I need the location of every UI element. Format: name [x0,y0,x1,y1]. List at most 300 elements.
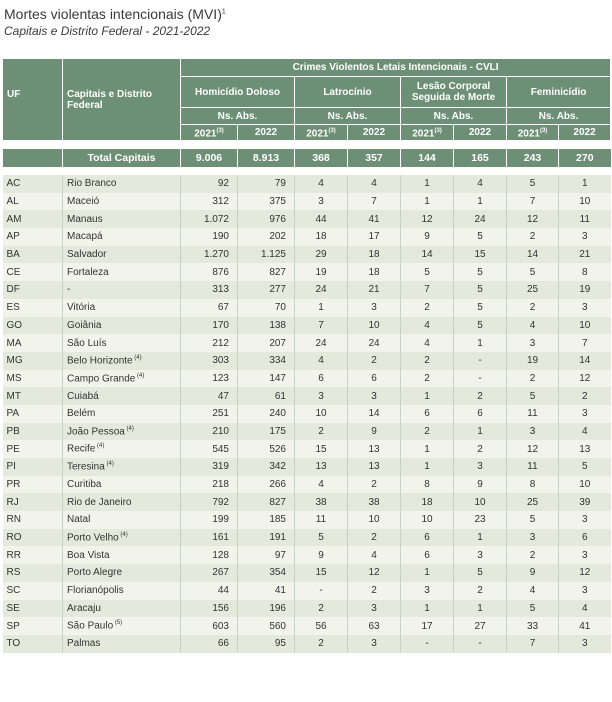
value-cell: 3 [559,546,611,564]
capital-footnote: (4) [118,531,128,538]
value-cell: 240 [238,405,295,423]
value-cell: 19 [507,352,559,370]
value-cell: 18 [295,228,348,246]
value-cell: 3 [507,334,559,352]
capital-cell: Aracaju [63,600,181,618]
value-cell: 6 [559,529,611,547]
value-cell: 2 [559,387,611,405]
value-cell: 4 [295,175,348,193]
capital-cell: Rio Branco [63,175,181,193]
header-year-2022: 2022 [559,125,611,141]
value-cell: 15 [295,440,348,458]
header-unit: Ns. Abs. [295,108,401,125]
capital-cell: Cuiabá [63,387,181,405]
value-cell: 2 [401,299,454,317]
value-cell: 196 [238,600,295,618]
value-cell: 4 [348,175,401,193]
value-cell: 3 [401,582,454,600]
total-label: Total Capitais [63,149,181,167]
value-cell: 6 [348,370,401,388]
capital-cell: Palmas [63,635,181,653]
value-cell: 10 [559,193,611,211]
value-cell: 10 [348,511,401,529]
table-row [3,458,611,476]
table-row [3,617,611,635]
uf-cell: PI [3,458,63,476]
value-cell: 95 [238,635,295,653]
capital-cell: Macapá [63,228,181,246]
value-cell: 11 [507,405,559,423]
table-header [3,59,611,141]
value-cell: 251 [181,405,238,423]
total-value-cell: 8.913 [238,149,295,167]
value-cell: 792 [181,493,238,511]
value-cell: 9 [401,228,454,246]
value-cell: 4 [559,423,611,441]
value-cell: 6 [454,405,507,423]
value-cell: 21 [348,281,401,299]
value-cell: 10 [348,317,401,335]
value-cell: 8 [559,263,611,281]
value-cell: 10 [454,493,507,511]
year-footnote: (3) [328,127,336,134]
value-cell: 19 [559,281,611,299]
uf-cell: GO [3,317,63,335]
value-cell: 41 [559,617,611,635]
table-row [3,263,611,281]
value-cell: 5 [507,175,559,193]
uf-cell: SP [3,617,63,635]
value-cell: 39 [559,493,611,511]
value-cell: 79 [238,175,295,193]
value-cell: 3 [559,582,611,600]
value-cell: 13 [559,440,611,458]
value-cell: 526 [238,440,295,458]
value-cell: 976 [238,210,295,228]
table-row [3,281,611,299]
value-cell: 3 [348,299,401,317]
value-cell: 5 [454,299,507,317]
value-cell: 12 [559,564,611,582]
value-cell: 9 [454,476,507,494]
title-footnote: 1 [221,8,226,16]
capital-cell: Boa Vista [63,546,181,564]
uf-cell: PB [3,423,63,441]
value-cell: 44 [181,582,238,600]
value-cell: 15 [295,564,348,582]
value-cell: 3 [559,405,611,423]
capital-cell: Salvador [63,246,181,264]
value-cell: 191 [238,529,295,547]
value-cell: 47 [181,387,238,405]
value-cell: 10 [559,317,611,335]
value-cell: 11 [559,210,611,228]
value-cell: 2 [507,228,559,246]
value-cell: 2 [295,635,348,653]
value-cell: 38 [348,493,401,511]
value-cell: 38 [295,493,348,511]
uf-cell: SE [3,600,63,618]
value-cell: 210 [181,423,238,441]
capital-cell: Manaus [63,210,181,228]
value-cell: 202 [238,228,295,246]
capital-cell: Rio de Janeiro [63,493,181,511]
value-cell: 266 [238,476,295,494]
value-cell: 9 [295,546,348,564]
value-cell: 1 [401,458,454,476]
mvi-table [2,58,611,653]
value-cell: 128 [181,546,238,564]
value-cell: 6 [401,405,454,423]
value-cell: 190 [181,228,238,246]
uf-cell: PE [3,440,63,458]
uf-cell: DF [3,281,63,299]
value-cell: 12 [507,440,559,458]
value-cell: 63 [348,617,401,635]
value-cell: 23 [454,511,507,529]
value-cell: 2 [348,529,401,547]
header-year-2021: 2021$^{(3)}$ [401,125,454,141]
uf-cell: AL [3,193,63,211]
header-unit: Ns. Abs. [401,108,507,125]
value-cell: 2 [348,352,401,370]
capital-cell: Belém [63,405,181,423]
value-cell: 10 [295,405,348,423]
value-cell: 1.125 [238,246,295,264]
table-row [3,582,611,600]
value-cell: 5 [454,564,507,582]
value-cell: - [295,582,348,600]
value-cell: 303 [181,352,238,370]
header-year-2022: 2022 [238,125,295,141]
uf-cell: RR [3,546,63,564]
value-cell: 207 [238,334,295,352]
value-cell: 185 [238,511,295,529]
capital-footnote: (4) [132,355,142,362]
table-row [3,476,611,494]
value-cell: 6 [295,370,348,388]
table-row [3,299,611,317]
value-cell: 14 [559,352,611,370]
value-cell: 24 [348,334,401,352]
value-cell: 1 [401,564,454,582]
value-cell: 3 [559,635,611,653]
capital-cell: Curitiba [63,476,181,494]
value-cell: 12 [559,370,611,388]
uf-cell: RN [3,511,63,529]
total-value-cell: 165 [454,149,507,167]
value-cell: 2 [454,582,507,600]
uf-cell: BA [3,246,63,264]
uf-cell: PA [3,405,63,423]
value-cell: 312 [181,193,238,211]
value-cell: 1 [454,600,507,618]
value-cell: 375 [238,193,295,211]
value-cell: 92 [181,175,238,193]
value-cell: 4 [507,317,559,335]
value-cell: 5 [454,281,507,299]
capital-cell: Vitória [63,299,181,317]
table-row [3,193,611,211]
value-cell: 1 [454,193,507,211]
value-cell: - [401,635,454,653]
value-cell: 2 [401,352,454,370]
value-cell: 3 [295,193,348,211]
value-cell: 3 [559,299,611,317]
value-cell: 10 [559,476,611,494]
capital-cell: Recife $^{(4)}$ [63,440,181,458]
page-subtitle: Capitais e Distrito Federal - 2021-2022 [4,24,211,38]
value-cell: 25 [507,281,559,299]
capital-footnote: (4) [135,372,145,379]
value-cell: 161 [181,529,238,547]
value-cell: 5 [454,317,507,335]
value-cell: 14 [507,246,559,264]
value-cell: 1.072 [181,210,238,228]
value-cell: 7 [401,281,454,299]
value-cell: 4 [507,582,559,600]
value-cell: 1 [454,334,507,352]
value-cell: 4 [559,600,611,618]
capital-cell: Fortaleza [63,263,181,281]
value-cell: 156 [181,600,238,618]
uf-cell: SC [3,582,63,600]
value-cell: 13 [348,440,401,458]
value-cell: 3 [348,387,401,405]
table-row [3,387,611,405]
table-row [3,370,611,388]
value-cell: 25 [507,493,559,511]
header-year-2021: 2021$^{(3)}$ [507,125,559,141]
value-cell: 3 [348,635,401,653]
value-cell: 67 [181,299,238,317]
uf-cell: MT [3,387,63,405]
value-cell: 4 [454,175,507,193]
uf-cell: PR [3,476,63,494]
total-row [3,149,611,167]
value-cell: 5 [507,600,559,618]
value-cell: 13 [295,458,348,476]
value-cell: 2 [507,370,559,388]
value-cell: 5 [454,228,507,246]
table-row [3,564,611,582]
value-cell: 1 [295,299,348,317]
value-cell: 560 [238,617,295,635]
value-cell: - [454,635,507,653]
uf-cell: AP [3,228,63,246]
value-cell: 14 [401,246,454,264]
value-cell: 545 [181,440,238,458]
header-category: Homicídio Doloso [181,77,295,108]
value-cell: 354 [238,564,295,582]
title-text: Mortes violentas intencionais (MVI) [4,6,222,22]
page-title [4,6,226,22]
value-cell: 7 [348,193,401,211]
value-cell: 876 [181,263,238,281]
value-cell: 3 [295,387,348,405]
value-cell: 41 [348,210,401,228]
table-row [3,529,611,547]
value-cell: 24 [295,334,348,352]
uf-cell: ES [3,299,63,317]
uf-cell: RS [3,564,63,582]
capital-cell: - [63,281,181,299]
value-cell: 70 [238,299,295,317]
value-cell: 15 [454,246,507,264]
uf-cell: RO [3,529,63,547]
value-cell: 3 [559,228,611,246]
value-cell: 6 [401,529,454,547]
value-cell: 1 [454,423,507,441]
table-row [3,175,611,193]
value-cell: 27 [454,617,507,635]
value-cell: 2 [507,299,559,317]
value-cell: 199 [181,511,238,529]
value-cell: 147 [238,370,295,388]
total-value-cell: 368 [295,149,348,167]
uf-cell: MA [3,334,63,352]
capital-cell: São Luís [63,334,181,352]
capital-footnote: (4) [95,443,105,450]
capital-cell: Porto Alegre [63,564,181,582]
capital-cell: São Paulo $^{(5)}$ [63,617,181,635]
value-cell: 7 [295,317,348,335]
uf-cell: MG [3,352,63,370]
header-year-2021: 2021$^{(3)}$ [295,125,348,141]
table-body [3,141,611,653]
header-year-2021: 2021$^{(3)}$ [181,125,238,141]
value-cell: 2 [507,546,559,564]
value-cell: 29 [295,246,348,264]
table-row [3,352,611,370]
value-cell: 17 [401,617,454,635]
table-row [3,423,611,441]
header-category: Lesão Corporal Seguida de Morte [401,77,507,108]
value-cell: 1 [401,387,454,405]
value-cell: 5 [507,263,559,281]
value-cell: 18 [348,263,401,281]
value-cell: 2 [401,370,454,388]
capital-cell: Florianópolis [63,582,181,600]
value-cell: 1 [401,193,454,211]
year-footnote: (3) [216,127,224,134]
value-cell: 5 [454,263,507,281]
capital-cell: Teresina $^{(4)}$ [63,458,181,476]
value-cell: 11 [295,511,348,529]
header-category: Latrocínio [295,77,401,108]
value-cell: 1 [454,529,507,547]
total-value-cell: 243 [507,149,559,167]
value-cell: 17 [348,228,401,246]
value-cell: 170 [181,317,238,335]
header-category: Feminicídio [507,77,611,108]
value-cell: 4 [295,476,348,494]
value-cell: 3 [559,511,611,529]
value-cell: 3 [507,423,559,441]
value-cell: 12 [401,210,454,228]
value-cell: 5 [401,263,454,281]
value-cell: 4 [401,334,454,352]
value-cell: 827 [238,263,295,281]
value-cell: 5 [559,458,611,476]
value-cell: 5 [507,511,559,529]
capital-cell: Maceió [63,193,181,211]
value-cell: 2 [348,582,401,600]
table-row [3,511,611,529]
value-cell: 14 [348,405,401,423]
value-cell: 218 [181,476,238,494]
value-cell: 267 [181,564,238,582]
value-cell: 11 [507,458,559,476]
table-row [3,546,611,564]
value-cell: 3 [507,529,559,547]
value-cell: 6 [401,546,454,564]
value-cell: 3 [454,546,507,564]
table-row [3,228,611,246]
header-capital: Capitais e Distrito Federal [63,59,181,141]
value-cell: 2 [454,440,507,458]
table-row [3,405,611,423]
uf-cell: MS [3,370,63,388]
uf-cell: CE [3,263,63,281]
value-cell: 827 [238,493,295,511]
header-uf: UF [3,59,63,141]
value-cell: 8 [401,476,454,494]
value-cell: 8 [507,476,559,494]
value-cell: 334 [238,352,295,370]
capital-footnote: (4) [124,425,134,432]
capital-footnote: (5) [113,620,123,627]
capital-cell: João Pessoa $^{(4)}$ [63,423,181,441]
table-row [3,210,611,228]
value-cell: 5 [295,529,348,547]
value-cell: 12 [507,210,559,228]
value-cell: 21 [559,246,611,264]
table-row [3,635,611,653]
capital-cell: Goiânia [63,317,181,335]
value-cell: 3 [348,600,401,618]
value-cell: 1.270 [181,246,238,264]
uf-cell: AM [3,210,63,228]
header-unit: Ns. Abs. [507,108,611,125]
value-cell: 10 [401,511,454,529]
table-row [3,440,611,458]
total-value-cell: 270 [559,149,611,167]
value-cell: 4 [295,352,348,370]
header-group: Crimes Violentos Letais Intencionais - CVLI [181,59,611,77]
value-cell: 61 [238,387,295,405]
value-cell: 1 [401,440,454,458]
value-cell: 33 [507,617,559,635]
value-cell: 1 [401,175,454,193]
value-cell: 3 [454,458,507,476]
total-value-cell: 144 [401,149,454,167]
value-cell: 313 [181,281,238,299]
header-year-2022: 2022 [348,125,401,141]
capital-cell: Campo Grande $^{(4)}$ [63,370,181,388]
value-cell: 1 [559,175,611,193]
value-cell: 9 [348,423,401,441]
value-cell: 342 [238,458,295,476]
value-cell: 2 [295,423,348,441]
value-cell: 277 [238,281,295,299]
total-value-cell: 9.006 [181,149,238,167]
value-cell: 319 [181,458,238,476]
value-cell: 7 [507,193,559,211]
capital-footnote: (4) [104,461,114,468]
table-row [3,493,611,511]
value-cell: 24 [454,210,507,228]
